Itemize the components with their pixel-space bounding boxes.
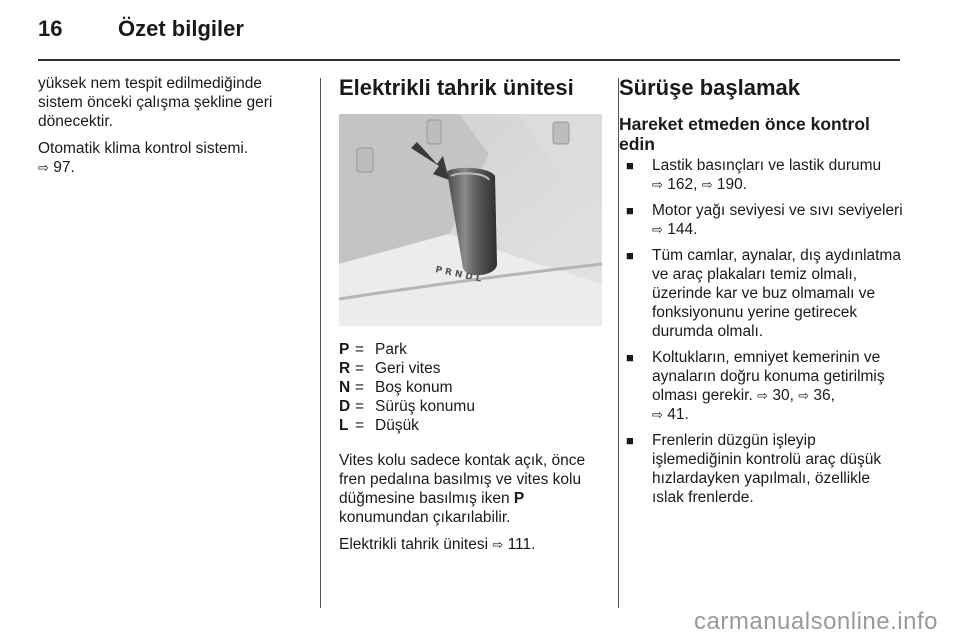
header-rule	[38, 59, 900, 61]
page-reference: 30,	[772, 387, 794, 404]
paragraph	[38, 139, 300, 177]
legend-key: P	[339, 341, 350, 358]
paragraph	[339, 451, 604, 527]
legend-text: Park	[375, 341, 407, 358]
list-item	[619, 246, 904, 341]
legend-row	[339, 397, 604, 416]
list-item	[619, 348, 904, 424]
left-column	[38, 74, 300, 185]
legend-row	[339, 378, 604, 397]
square-bullet-icon: ■	[626, 248, 634, 263]
square-bullet-icon: ■	[626, 350, 634, 365]
legend-key: D	[339, 398, 351, 415]
paragraph-text: Elektrikli tahrik ünitesi	[339, 536, 489, 553]
page-reference-arrow-icon: ⇨	[798, 388, 810, 403]
page-reference-arrow-icon: ⇨	[652, 177, 663, 192]
list-item-text: Lastik basınçları ve lastik durumu	[652, 157, 882, 174]
gear-legend	[339, 340, 604, 435]
square-bullet-icon: ■	[626, 203, 634, 218]
list-item	[619, 156, 904, 194]
legend-equals: =	[355, 379, 365, 396]
gear-key-inline: P	[513, 490, 525, 507]
legend-text: Geri vites	[375, 360, 441, 377]
list-item-text: Tüm camlar, aynalar, dış aydınlatma ve araç plakaları temiz olmalı, üzerinde kar ve buz olmamalı ve fonksiyonunu yerine getirecek durumda olmalı.	[652, 247, 901, 340]
legend-text: Boş konum	[375, 379, 453, 396]
legend-row	[339, 340, 604, 359]
page-reference: 144.	[667, 221, 698, 238]
section-heading: Elektrikli tahrik ünitesi	[339, 75, 574, 100]
page-reference: 190.	[716, 176, 748, 193]
legend-equals: =	[355, 398, 365, 415]
checklist	[619, 156, 904, 507]
list-item-text: Frenlerin düzgün işleyip işlemediğinin kontrolü araç düşük hızlardayken yapılmalı, özellikle ıslak frenlerde.	[652, 432, 882, 506]
page-reference-arrow-icon: ⇨	[492, 537, 504, 552]
svg-text:P R N D L: P R N D L	[434, 265, 483, 285]
page-reference: 111.	[507, 536, 536, 553]
page-reference-arrow-icon: ⇨	[652, 222, 663, 237]
page-reference: 36,	[813, 387, 835, 404]
legend-text: Sürüş konumu	[375, 398, 475, 415]
middle-column	[339, 74, 604, 562]
column-divider-1	[320, 78, 321, 608]
page-reference-arrow-icon: ⇨	[652, 407, 663, 422]
paragraph-text: Vites kolu sadece kontak açık, önce fren pedalına basılmış ve vites kolu düğmesine basılmış iken	[339, 452, 586, 507]
right-column	[619, 74, 904, 514]
square-bullet-icon: ■	[626, 158, 634, 173]
gear-selector-illustration	[339, 114, 602, 326]
list-item	[619, 201, 904, 239]
paragraph: yüksek nem tespit edilmediğinde sistem önceki çalışma şekline geri dönecektir.	[38, 75, 273, 130]
legend-key: L	[339, 417, 349, 434]
page-title: Özet bilgiler	[118, 16, 244, 41]
gear-selector-photo	[339, 114, 602, 326]
subheading: Hareket etmeden önce kontrol edin	[619, 114, 870, 154]
list-item-text: Koltukların, emniyet kemerinin ve aynaların doğru konuma getirilmiş olması gerekir.	[652, 349, 885, 404]
legend-equals: =	[355, 341, 365, 358]
legend-row	[339, 416, 604, 435]
paragraph-text: konumundan çıkarılabilir.	[339, 509, 511, 526]
watermark: carmanualsonline.info	[694, 608, 938, 635]
paragraph	[339, 535, 604, 554]
legend-row	[339, 359, 604, 378]
page-reference-arrow-icon: ⇨	[701, 177, 713, 192]
legend-text: Düşük	[375, 417, 419, 434]
page-reference: 97.	[53, 159, 75, 176]
legend-equals: =	[355, 417, 365, 434]
section-heading: Sürüşe başlamak	[619, 75, 800, 100]
list-item-text: Motor yağı seviyesi ve sıvı seviyeleri	[652, 202, 903, 219]
square-bullet-icon: ■	[626, 433, 634, 448]
page-number: 16	[38, 16, 63, 41]
page-reference: 162,	[667, 176, 698, 193]
paragraph-text: Otomatik klima kontrol sistemi.	[38, 140, 249, 157]
legend-equals: =	[355, 360, 365, 377]
page-reference: 41.	[667, 406, 689, 423]
page-reference-arrow-icon: ⇨	[757, 388, 769, 403]
list-item	[619, 431, 904, 507]
legend-key: R	[339, 360, 351, 377]
legend-key: N	[339, 379, 351, 396]
page-reference-arrow-icon: ⇨	[38, 160, 49, 175]
